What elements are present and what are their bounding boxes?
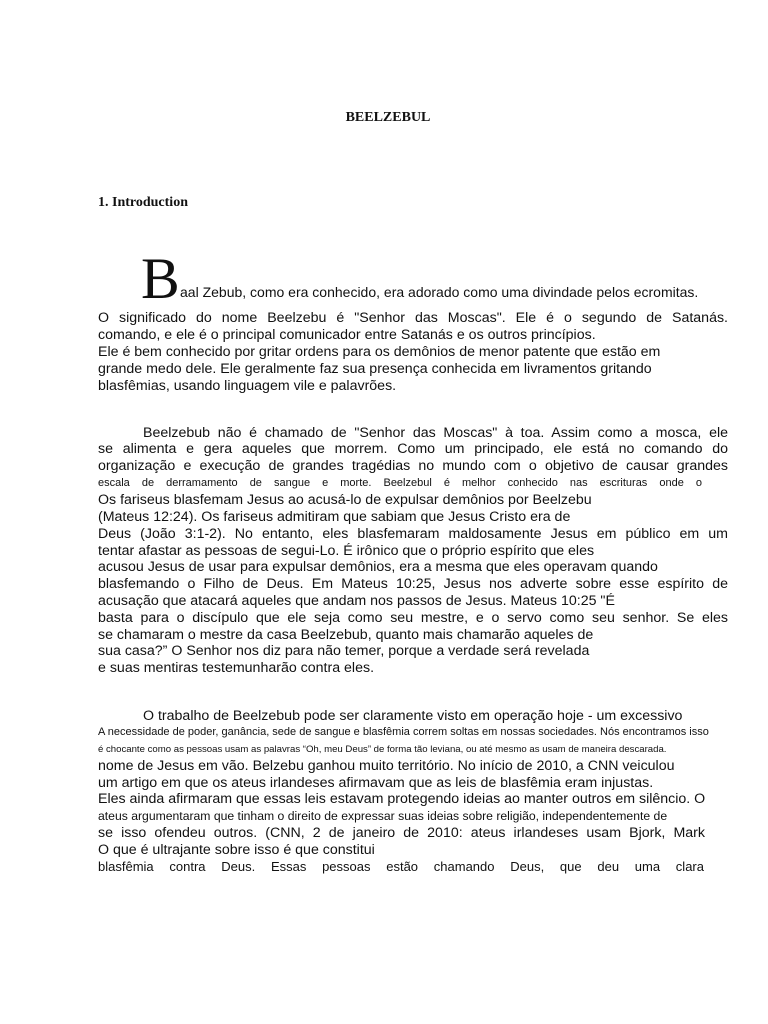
paragraph-3-line: se isso ofendeu outros. (CNN, 2 de janeiro de 2010: ateus irlandeses usam Bjork, Mark xyxy=(98,825,705,841)
paragraph-2-line: basta para o discípulo que ele seja como seu mestre, e o servo como seu senhor. Se eles xyxy=(98,610,728,626)
paragraph-3-line: Eles ainda afirmaram que essas leis estavam protegendo ideias ao manter outros em silêncio. O xyxy=(98,791,706,807)
paragraph-3-line: é chocante como as pessoas usam as palavras “Oh, meu Deus” de forma tão leviana, ou até mesmo as usam de maneira descarada. xyxy=(98,744,667,755)
paragraph-2-line: se chamaram o mestre da casa Beelzebub, quanto mais chamarão aqueles de xyxy=(98,627,594,643)
paragraph-2-line: tentar afastar as pessoas de segui-Lo. É irônico que o próprio espírito que eles xyxy=(98,543,595,559)
paragraph-3-line: blasfêmia contra Deus. Essas pessoas estão chamando Deus, que deu uma clara xyxy=(98,859,704,874)
paragraph-3-line: A necessidade de poder, ganância, sede de sangue e blasfêmia correm soltas em nossas sociedades. Nós encontramos isso xyxy=(98,726,709,738)
paragraph-3-line: O trabalho de Beelzebub pode ser claramente visto em operação hoje - um excessivo xyxy=(143,708,683,724)
paragraph-2-line: Deus (João 3:1-2). No entanto, eles blasfemaram maldosamente Jesus em público em um xyxy=(98,526,728,542)
paragraph-2-line: (Mateus 12:24). Os fariseus admitiram que sabiam que Jesus Cristo era de xyxy=(98,509,571,525)
paragraph-3-line: um artigo em que os ateus irlandeses afirmavam que as leis de blasfêmia eram injustas. xyxy=(98,775,654,791)
paragraph-1-line: O significado do nome Beelzebu é "Senhor das Moscas". Ele é o segundo de Satanás. xyxy=(98,310,728,326)
paragraph-2-line: escala de derramamento de sangue e morte. Beelzebul é melhor conhecido nas escrituras onde o xyxy=(98,477,702,489)
paragraph-2-line: Beelzebub não é chamado de "Senhor das Moscas" à toa. Assim como a mosca, ele xyxy=(143,425,728,441)
paragraph-2-line: Os fariseus blasfemam Jesus ao acusá-lo de expulsar demônios por Beelzebu xyxy=(98,492,592,508)
paragraph-2-line: acusou Jesus de usar para expulsar demônios, era a mesma que eles operavam quando xyxy=(98,559,658,575)
paragraph-2-line: sua casa?” O Senhor nos diz para não temer, porque a verdade será revelada xyxy=(98,643,590,659)
paragraph-1-line: grande medo dele. Ele geralmente faz sua presença conhecida em livramentos gritando xyxy=(98,361,652,377)
document-title: BEELZEBUL xyxy=(345,110,431,125)
paragraph-2-line: organização e execução de grandes tragédias no mundo com o objetivo de causar grandes xyxy=(98,458,728,474)
paragraph-2-line: e suas mentiras testemunharão contra eles. xyxy=(98,660,375,676)
paragraph-2-line: se alimenta e gera aqueles que morrem. Como um principado, ele está no comando do xyxy=(98,441,728,457)
paragraph-3-line: nome de Jesus em vão. Belzebu ganhou muito território. No início de 2010, a CNN veiculou xyxy=(98,758,675,774)
paragraph-2-line: blasfemando o Filho de Deus. Em Mateus 10:25, Jesus nos adverte sobre esse espírito de xyxy=(98,576,728,592)
paragraph-2-line: acusação que atacará aqueles que andam nos passos de Jesus. Mateus 10:25 "É xyxy=(98,593,615,609)
paragraph-3-line: O que é ultrajante sobre isso é que constitui xyxy=(98,842,375,858)
paragraph-1-line: Ele é bem conhecido por gritar ordens para os demônios de menor patente que estão em xyxy=(98,344,661,360)
paragraph-3-line: ateus argumentaram que tinham o direito de expressar suas ideias sobre religião, independentemente de xyxy=(98,809,668,823)
section-heading: 1. Introduction xyxy=(98,195,188,210)
paragraph-1-line: comando, e ele é o principal comunicador entre Satanás e os outros princípios. xyxy=(98,327,596,343)
drop-cap: B xyxy=(141,246,180,311)
opening-line: aal Zebub, como era conhecido, era adorado como uma divindade pelos ecromitas. xyxy=(180,284,699,300)
paragraph-1-line: blasfêmias, usando linguagem vile e palavrões. xyxy=(98,378,397,394)
